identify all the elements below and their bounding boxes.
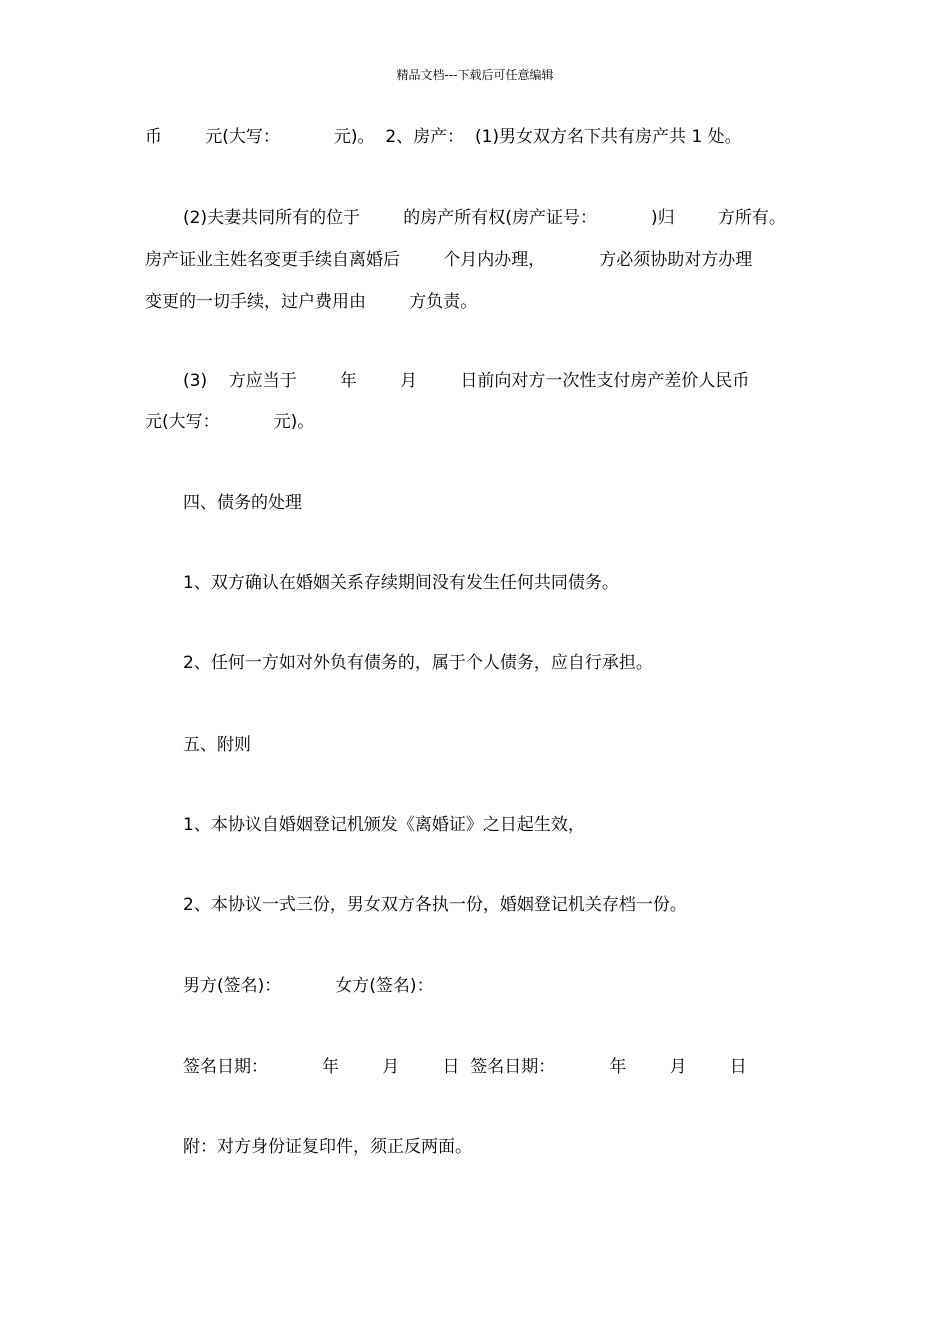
paragraph-line: 房产证业主姓名变更手续自离婚后 个月内办理， 方必须协助对方办理 — [145, 250, 753, 270]
paragraph-line: 2、本协议一式三份，男女双方各执一份，婚姻登记机关存档一份。 — [183, 895, 687, 915]
paragraph-line: (3) 方应当于 年 月 日前向对方一次性支付房产差价人民币 — [183, 371, 750, 391]
paragraph-line: (2)夫妻共同所有的位于 的房产所有权(房产证号： )归 方所有。 — [183, 208, 786, 228]
paragraph-line: 元(大写： 元)。 — [145, 412, 315, 432]
signature-date-line: 签名日期： 年 月 日 签名日期： 年 月 日 — [183, 1057, 747, 1077]
section-heading: 五、附则 — [183, 735, 251, 755]
paragraph-line: 1、本协议自婚姻登记机颁发《离婚证》之日起生效， — [183, 815, 585, 835]
section-heading: 四、债务的处理 — [183, 493, 302, 513]
signature-line: 男方(签名)： 女方(签名)： — [183, 976, 434, 996]
paragraph-line: 2、任何一方如对外负有债务的，属于个人债务，应自行承担。 — [183, 653, 653, 673]
page-header: 精品文档---下载后可任意编辑 — [396, 68, 554, 82]
paragraph-line: 变更的一切手续，过户费用由 方负责。 — [145, 292, 478, 312]
paragraph-line: 1、双方确认在婚姻关系存续期间没有发生任何共同债务。 — [183, 573, 619, 593]
paragraph-line: 币 元(大写： 元)。 2、房产： (1)男女双方名下共有房产共 1 处。 — [145, 127, 742, 147]
attachment-note: 附：对方身份证复印件，须正反两面。 — [183, 1137, 472, 1157]
